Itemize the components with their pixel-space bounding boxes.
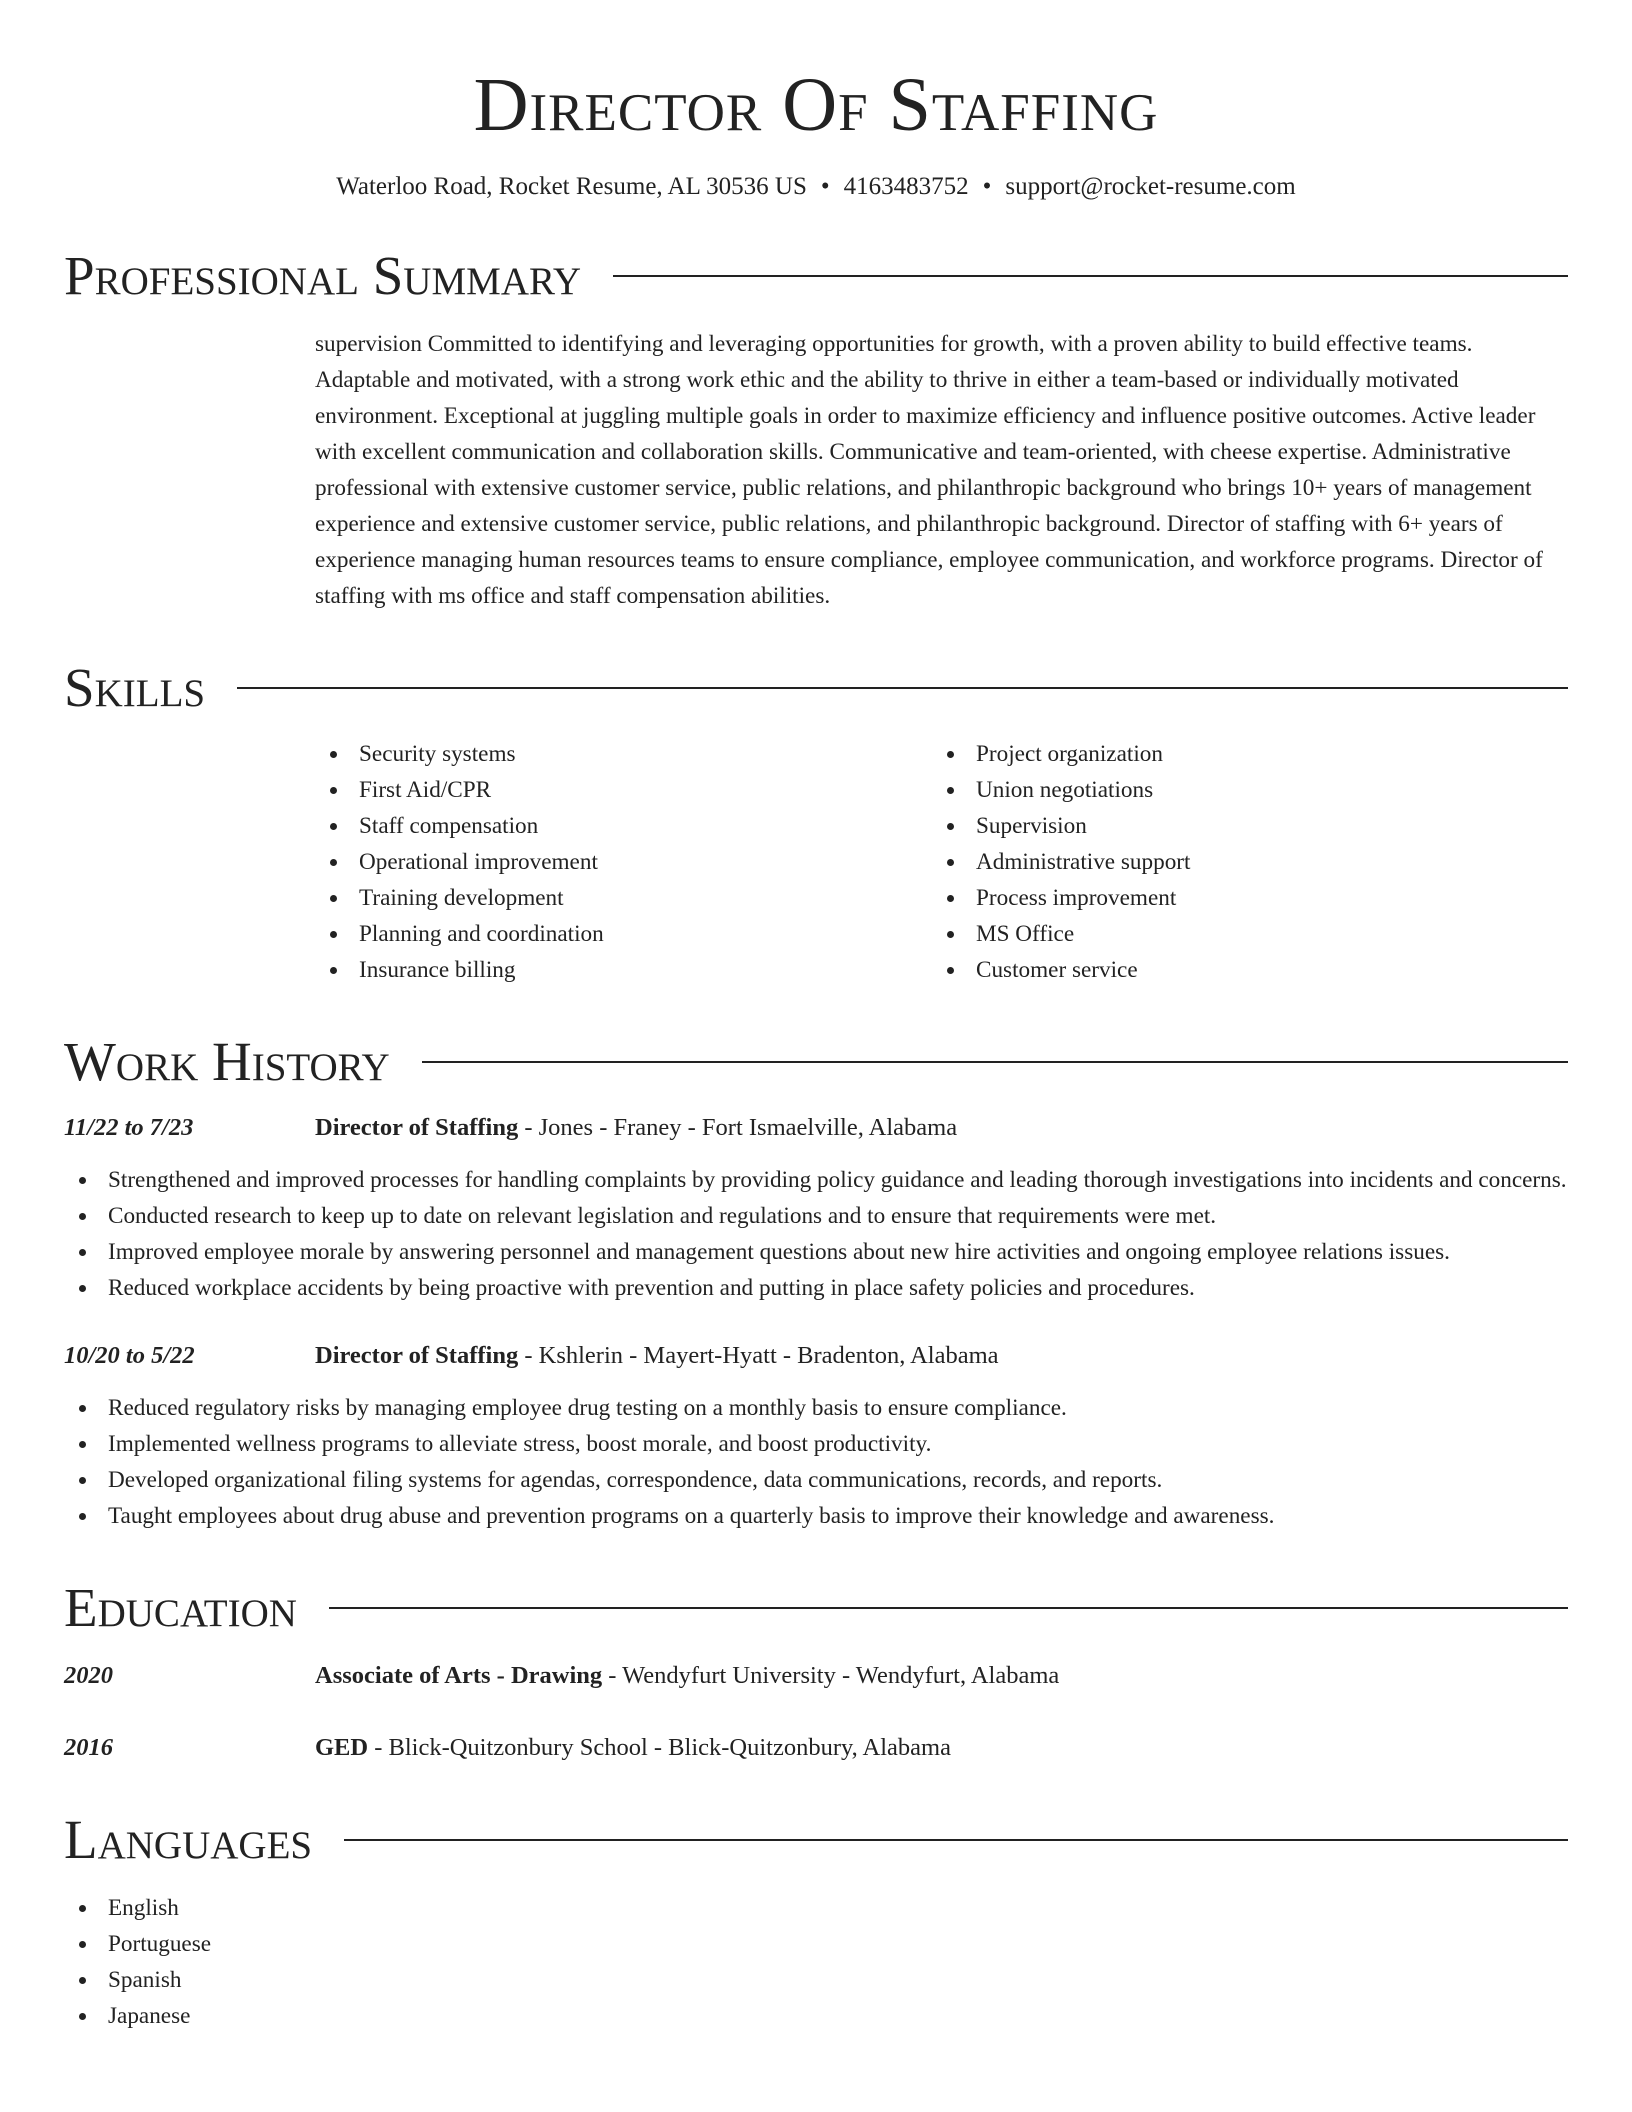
- skill-item: Process improvement: [932, 880, 1549, 916]
- job-header: [64, 1110, 1568, 1146]
- job-details: - Jones - Franey - Fort Ismaelville, Alabama: [518, 1114, 958, 1141]
- job-title-line: [315, 1110, 957, 1146]
- language-item: English: [64, 1890, 1568, 1926]
- skill-item: Planning and coordination: [315, 916, 932, 952]
- skill-item: Staff compensation: [315, 808, 932, 844]
- skills-list: [315, 736, 1568, 988]
- job-entry: [64, 1338, 1568, 1534]
- education-entry: [64, 1730, 1568, 1766]
- education-year: 2020: [64, 1662, 113, 1689]
- education-degree: GED: [315, 1734, 369, 1761]
- skills-column-left: [315, 736, 932, 988]
- contact-separator: •: [982, 173, 992, 200]
- job-bullet: Developed organizational filing systems for agendas, correspondence, data communications, records, and reports.: [64, 1462, 1568, 1498]
- work-heading: Work History: [64, 1031, 390, 1092]
- job-bullets: [64, 1162, 1568, 1306]
- contact-line: [64, 172, 1568, 202]
- skill-item: Customer service: [932, 952, 1549, 988]
- page-title: Director Of Staffing: [473, 63, 1159, 147]
- job-role: Director of Staffing: [315, 1114, 519, 1141]
- skill-item: MS Office: [932, 916, 1549, 952]
- language-item: Spanish: [64, 1962, 1568, 1998]
- job-bullet: Conducted research to keep up to date on relevant legislation and regulations and to ensure that requirements were met.: [64, 1198, 1568, 1234]
- skills-column-right: [932, 736, 1549, 988]
- section-divider: [344, 1839, 1568, 1841]
- skill-item: Project organization: [932, 736, 1549, 772]
- job-bullet: Strengthened and improved processes for handling complaints by providing policy guidance and leading thorough investigations into incidents and concerns.: [64, 1162, 1568, 1198]
- skills-section-header: [64, 658, 1568, 718]
- skill-item: Supervision: [932, 808, 1549, 844]
- languages-section-header: [64, 1810, 1568, 1870]
- languages-heading: Languages: [64, 1809, 313, 1870]
- job-header: [64, 1338, 1568, 1374]
- education-details: - Blick-Quitzonbury School - Blick-Quitzonbury, Alabama: [368, 1734, 951, 1761]
- job-role: Director of Staffing: [315, 1342, 519, 1369]
- education-entry: [64, 1658, 1568, 1694]
- skill-item: Operational improvement: [315, 844, 932, 880]
- skill-item: First Aid/CPR: [315, 772, 932, 808]
- education-title-line: [315, 1658, 1059, 1694]
- section-divider: [613, 275, 1568, 277]
- education-degree: Associate of Arts - Drawing: [315, 1662, 603, 1689]
- contact-address: Waterloo Road, Rocket Resume, AL 30536 US: [336, 173, 807, 200]
- education-year: 2016: [64, 1734, 113, 1761]
- job-bullet: Taught employees about drug abuse and prevention programs on a quarterly basis to improve their knowledge and awareness.: [64, 1498, 1568, 1534]
- languages-list: [64, 1890, 1568, 2034]
- skill-item: Insurance billing: [315, 952, 932, 988]
- job-bullet: Improved employee morale by answering personnel and management questions about new hire activities and ongoing employee relations issues.: [64, 1234, 1568, 1270]
- job-dates: 11/22 to 7/23: [64, 1114, 194, 1141]
- section-divider: [422, 1061, 1568, 1063]
- language-item: Japanese: [64, 1998, 1568, 2034]
- section-divider: [237, 687, 1568, 689]
- job-details: - Kshlerin - Mayert-Hyatt - Bradenton, Alabama: [518, 1342, 999, 1369]
- job-bullet: Implemented wellness programs to alleviate stress, boost morale, and boost productivity.: [64, 1426, 1568, 1462]
- job-bullet: Reduced workplace accidents by being proactive with prevention and putting in place safety policies and procedures.: [64, 1270, 1568, 1306]
- job-bullet: Reduced regulatory risks by managing employee drug testing on a monthly basis to ensure compliance.: [64, 1390, 1568, 1426]
- skills-heading: Skills: [64, 657, 206, 718]
- job-bullets: [64, 1390, 1568, 1534]
- work-section-header: [64, 1032, 1568, 1092]
- education-heading: Education: [64, 1577, 297, 1638]
- job-entry: [64, 1110, 1568, 1306]
- job-dates: 10/20 to 5/22: [64, 1342, 195, 1369]
- language-item: Portuguese: [64, 1926, 1568, 1962]
- skill-item: Administrative support: [932, 844, 1549, 880]
- section-divider: [329, 1607, 1568, 1609]
- contact-separator: •: [820, 173, 830, 200]
- skill-item: Union negotiations: [932, 772, 1549, 808]
- skill-item: Training development: [315, 880, 932, 916]
- contact-email: support@rocket-resume.com: [1005, 173, 1296, 200]
- education-title-line: [315, 1730, 951, 1766]
- summary-section-header: [64, 246, 1568, 306]
- contact-phone: 4163483752: [843, 173, 969, 200]
- education-details: - Wendyfurt University - Wendyfurt, Alabama: [602, 1662, 1060, 1689]
- education-section-header: [64, 1578, 1568, 1638]
- job-title-line: [315, 1338, 999, 1374]
- skill-item: Security systems: [315, 736, 932, 772]
- summary-heading: Professional Summary: [64, 245, 582, 306]
- summary-text: supervision Committed to identifying and leveraging opportunities for growth, with a proven ability to build effective teams. Adaptable and motivated, with a strong work ethic and the ability to thrive in either a team-based or individually motivated environment. Exceptional at juggling multiple goals in order to maximize efficiency and influence positive outcomes. Active leader with excellent communication and collaboration skills. Communicative and team-oriented, with cheese expertise. Administrative professional with extensive customer service, public relations, and philanthropic background who brings 10+ years of management experience and extensive customer service, public relations, and philanthropic background. Director of staffing with 6+ years of experience managing human resources teams to ensure compliance, employee communication, and workforce programs. Director of staffing with ms office and staff compensation abilities.: [315, 331, 1543, 609]
